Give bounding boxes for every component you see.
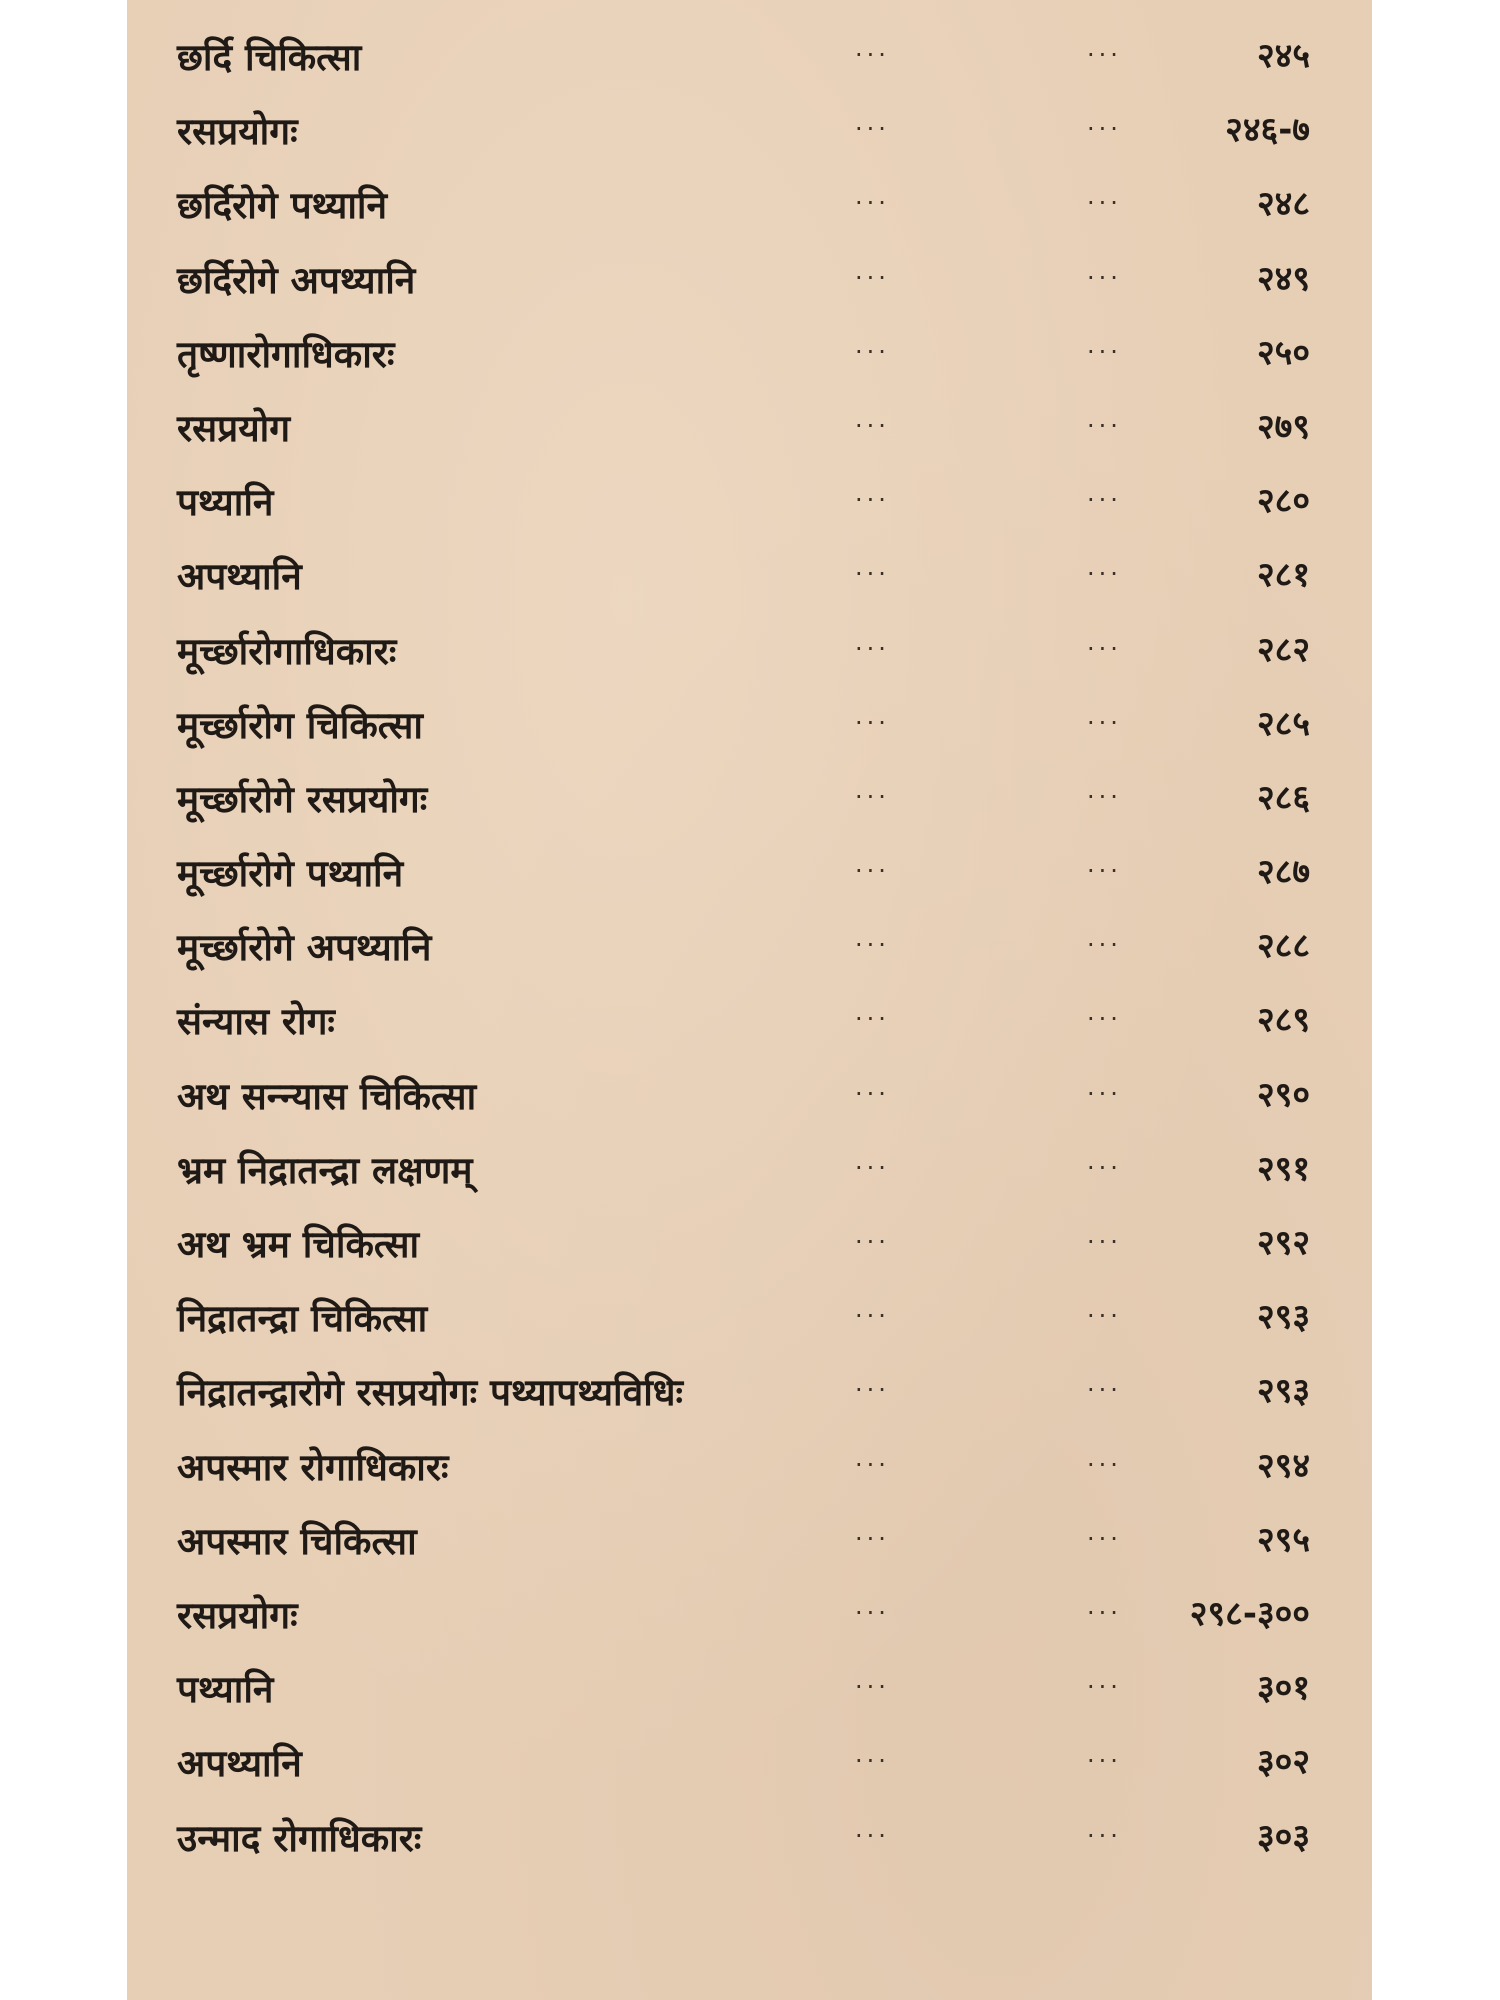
dot-leader: ... — [1087, 479, 1122, 508]
dot-leader: ... — [1087, 701, 1122, 730]
page-number: २४८ — [1256, 184, 1310, 225]
toc-entry — [127, 1654, 1372, 1728]
page-number: २८९ — [1256, 1000, 1310, 1041]
page-number: २४५ — [1256, 36, 1310, 76]
page-number: ३०३ — [1256, 1816, 1310, 1857]
dot-leader: ... — [1087, 627, 1122, 656]
dot-leader: ... — [1087, 330, 1122, 359]
entry-title: मूर्च्छारोग चिकित्सा — [177, 703, 423, 747]
entry-title: रसप्रयोगः — [177, 110, 298, 154]
dot-leader: ... — [855, 924, 890, 953]
entry-title: भ्रम निद्रातन्द्रा लक्षणम् — [177, 1148, 473, 1192]
dot-leader: ... — [855, 479, 890, 508]
toc-entry — [127, 838, 1372, 912]
entry-title: अपथ्यानि — [177, 555, 302, 599]
page-number: २८८ — [1256, 926, 1310, 967]
page-number: २९३ — [1256, 1371, 1310, 1412]
dot-leader: ... — [1087, 182, 1122, 211]
entry-title: छर्दिरोगे अपथ्यानि — [177, 258, 416, 302]
toc-entry — [127, 541, 1372, 615]
toc-entry — [127, 1580, 1372, 1654]
entry-title: तृष्णारोगाधिकारः — [177, 332, 395, 376]
toc-entry — [127, 1209, 1372, 1283]
dot-leader: ... — [1087, 108, 1122, 137]
page-number: २९० — [1256, 1074, 1310, 1115]
toc-entry — [127, 393, 1372, 467]
entry-title: अपस्मार चिकित्सा — [177, 1519, 417, 1563]
dot-leader: ... — [1087, 850, 1122, 879]
dot-leader: ... — [855, 1814, 890, 1843]
dot-leader: ... — [1087, 1443, 1122, 1472]
dot-leader: ... — [1087, 1814, 1122, 1843]
toc-entry — [127, 1803, 1372, 1877]
entry-title: मूर्च्छारोगे पथ्यानि — [177, 852, 404, 896]
dot-leader: ... — [855, 1666, 890, 1695]
dot-leader: ... — [855, 1369, 890, 1398]
dot-leader: ... — [1087, 1666, 1122, 1695]
dot-leader: ... — [1087, 1740, 1122, 1769]
toc-entry — [127, 1357, 1372, 1431]
dot-leader: ... — [1087, 553, 1122, 582]
toc-entry — [127, 764, 1372, 838]
dot-leader: ... — [855, 775, 890, 804]
toc-entry — [127, 170, 1372, 244]
toc-entry — [127, 319, 1372, 393]
entry-title: अपस्मार रोगाधिकारः — [177, 1445, 449, 1489]
dot-leader: ... — [855, 1443, 890, 1472]
dot-leader: ... — [855, 34, 890, 62]
page-number: २८५ — [1256, 703, 1310, 744]
entry-title: मूर्च्छारोगे रसप्रयोगः — [177, 777, 428, 821]
toc-entry — [127, 616, 1372, 690]
entry-title: छर्दि चिकित्सा — [177, 36, 362, 79]
dot-leader: ... — [855, 330, 890, 359]
toc-entry — [127, 986, 1372, 1060]
dot-leader: ... — [1087, 1591, 1122, 1620]
dot-leader: ... — [855, 1517, 890, 1546]
dot-leader: ... — [855, 404, 890, 433]
entry-title: छर्दिरोगे पथ्यानि — [177, 184, 388, 228]
dot-leader: ... — [1087, 924, 1122, 953]
toc-entry — [127, 1283, 1372, 1357]
toc-entry — [127, 467, 1372, 541]
toc-entry — [127, 1506, 1372, 1580]
dot-leader: ... — [1087, 404, 1122, 433]
dot-leader: ... — [855, 1591, 890, 1620]
toc-entry — [127, 1135, 1372, 1209]
entry-title: रसप्रयोग — [177, 406, 291, 450]
toc-entry — [127, 1728, 1372, 1802]
toc-entry — [127, 96, 1372, 170]
page-number: २८१ — [1256, 555, 1310, 596]
dot-leader: ... — [1087, 34, 1122, 62]
entry-title: उन्माद रोगाधिकारः — [177, 1816, 422, 1860]
dot-leader: ... — [855, 553, 890, 582]
dot-leader: ... — [1087, 998, 1122, 1027]
dot-leader: ... — [1087, 1295, 1122, 1324]
page-number: २९५ — [1256, 1519, 1310, 1560]
entry-title: संन्यास रोगः — [177, 1000, 335, 1044]
entry-title: निद्रातन्द्रारोगे रसप्रयोगः पथ्यापथ्यविधिः — [177, 1371, 684, 1415]
toc-entry — [127, 690, 1372, 764]
page-number: २९४ — [1256, 1445, 1310, 1486]
dot-leader: ... — [855, 1295, 890, 1324]
dot-leader: ... — [855, 701, 890, 730]
dot-leader: ... — [1087, 1146, 1122, 1175]
dot-leader: ... — [855, 1072, 890, 1101]
entry-title: पथ्यानि — [177, 1668, 274, 1712]
toc-entry — [127, 245, 1372, 319]
entry-title: मूर्च्छारोगाधिकारः — [177, 629, 397, 673]
dot-leader: ... — [1087, 1072, 1122, 1101]
page-number: २८० — [1256, 481, 1310, 522]
page-number: २९२ — [1256, 1223, 1310, 1263]
page-number: ३०१ — [1256, 1668, 1310, 1709]
page-number: २५० — [1256, 332, 1310, 373]
toc-entry — [127, 1432, 1372, 1506]
page-number: २७९ — [1256, 406, 1310, 447]
page-number: २८७ — [1256, 852, 1310, 893]
entry-title: अपथ्यानि — [177, 1742, 302, 1786]
entry-title: मूर्च्छारोगे अपथ्यानि — [177, 926, 432, 970]
dot-leader: ... — [855, 1221, 890, 1249]
page-number: २४६-७ — [1225, 110, 1310, 151]
page-number: २८६ — [1256, 777, 1310, 818]
dot-leader: ... — [855, 1146, 890, 1175]
dot-leader: ... — [1087, 1517, 1122, 1546]
entry-title: पथ्यानि — [177, 481, 274, 525]
page-number: २९८-३०० — [1189, 1593, 1310, 1634]
dot-leader: ... — [855, 256, 890, 285]
dot-leader: ... — [855, 1740, 890, 1769]
dot-leader: ... — [1087, 775, 1122, 804]
entry-title: अथ सन्न्यास चिकित्सा — [177, 1074, 477, 1118]
table-of-contents — [127, 22, 1372, 1877]
dot-leader: ... — [855, 850, 890, 879]
dot-leader: ... — [855, 182, 890, 211]
dot-leader: ... — [855, 998, 890, 1027]
entry-title: अथ भ्रम चिकित्सा — [177, 1223, 420, 1266]
page-number: २९१ — [1256, 1148, 1310, 1189]
dot-leader: ... — [855, 627, 890, 656]
entry-title: रसप्रयोगः — [177, 1593, 298, 1637]
toc-entry — [127, 1061, 1372, 1135]
dot-leader: ... — [1087, 1221, 1122, 1249]
toc-entry — [127, 912, 1372, 986]
toc-entry — [127, 22, 1372, 96]
dot-leader: ... — [1087, 256, 1122, 285]
page-number: ३०२ — [1256, 1742, 1310, 1783]
page-number: २४९ — [1256, 258, 1310, 299]
entry-title: निद्रातन्द्रा चिकित्सा — [177, 1297, 428, 1341]
page-number: २९३ — [1256, 1297, 1310, 1338]
dot-leader: ... — [1087, 1369, 1122, 1398]
book-page — [127, 0, 1372, 2000]
page-number: २८२ — [1256, 629, 1310, 670]
dot-leader: ... — [855, 108, 890, 137]
